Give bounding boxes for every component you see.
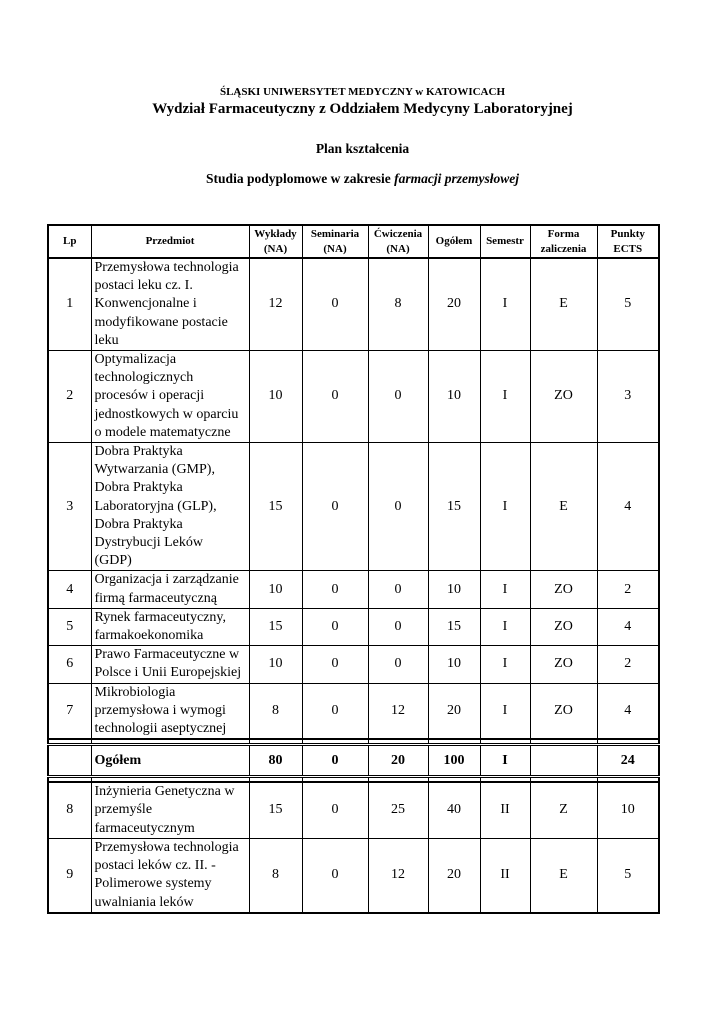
row-form: E xyxy=(530,838,597,912)
subject-line: farmaceutycznym xyxy=(94,820,195,836)
row-lectures: 10 xyxy=(249,646,302,683)
subject-line: o modele matematyczne xyxy=(94,424,231,440)
table-row xyxy=(48,782,659,838)
row-exercises: 8 xyxy=(368,258,428,351)
semester-2-rows xyxy=(48,782,659,912)
row-lp: 7 xyxy=(48,683,91,739)
row-form: Z xyxy=(530,782,597,838)
study-title-field: farmacji przemysłowej xyxy=(394,171,519,186)
row-subject xyxy=(91,683,249,739)
row-lp: 1 xyxy=(48,258,91,351)
col-seminars: Seminaria (NA) xyxy=(302,225,368,258)
row-subject xyxy=(91,838,249,912)
total-exercises: 20 xyxy=(368,745,428,777)
subject-line: Organizacja i zarządzanie xyxy=(94,572,239,588)
row-total: 10 xyxy=(428,646,480,683)
subject-line: modyfikowane postacie xyxy=(94,314,228,330)
row-semester: II xyxy=(480,838,530,912)
row-lp: 5 xyxy=(48,608,91,645)
subject-line: Inżynieria Genetyczna w xyxy=(94,784,235,800)
row-semester: II xyxy=(480,782,530,838)
row-exercises: 25 xyxy=(368,782,428,838)
row-total: 20 xyxy=(428,838,480,912)
university-name: ŚLĄSKI UNIWERSYTET MEDYCZNY w KATOWICACH xyxy=(219,86,506,98)
row-ects: 3 xyxy=(597,351,659,443)
row-exercises: 12 xyxy=(368,838,428,912)
row-ects: 2 xyxy=(597,571,659,608)
row-total: 10 xyxy=(428,571,480,608)
row-semester: I xyxy=(480,258,530,351)
row-ects: 4 xyxy=(597,608,659,645)
subject-line: Konwencjonalne i xyxy=(94,296,197,312)
row-seminars: 0 xyxy=(302,683,368,739)
total-label: Ogółem xyxy=(91,745,249,777)
row-exercises: 0 xyxy=(368,443,428,571)
row-lp: 4 xyxy=(48,571,91,608)
row-lp: 8 xyxy=(48,782,91,838)
row-form: ZO xyxy=(530,571,597,608)
col-ects: Punkty ECTS xyxy=(597,225,659,258)
row-ects: 4 xyxy=(597,443,659,571)
row-form: ZO xyxy=(530,608,597,645)
row-lectures: 15 xyxy=(249,608,302,645)
row-subject xyxy=(91,443,249,571)
subject-line: Laboratoryjna (GLP), xyxy=(94,498,217,514)
row-total: 40 xyxy=(428,782,480,838)
row-lp: 3 xyxy=(48,443,91,571)
row-seminars: 0 xyxy=(302,351,368,443)
table-row xyxy=(48,838,659,912)
subject-line: Mikrobiologia xyxy=(94,684,176,700)
subject-line: Dobra Praktyka xyxy=(94,444,183,460)
subject-line: technologicznych xyxy=(94,370,194,386)
subject-line: firmą farmaceutyczną xyxy=(94,590,217,606)
row-total: 10 xyxy=(428,351,480,443)
row-form: ZO xyxy=(530,646,597,683)
row-lp: 6 xyxy=(48,646,91,683)
subject-line: postaci leków cz. II. - xyxy=(94,858,216,874)
table-row xyxy=(48,258,659,351)
col-lp: Lp xyxy=(48,225,91,258)
col-subject: Przedmiot xyxy=(91,225,249,258)
row-seminars: 0 xyxy=(302,646,368,683)
row-lectures: 15 xyxy=(249,782,302,838)
row-seminars: 0 xyxy=(302,608,368,645)
row-semester: I xyxy=(480,683,530,739)
table-row xyxy=(48,608,659,645)
row-lp: 9 xyxy=(48,838,91,912)
row-semester: I xyxy=(480,443,530,571)
row-ects: 2 xyxy=(597,646,659,683)
table-row xyxy=(48,443,659,571)
subject-line: Optymalizacja xyxy=(94,352,177,368)
col-lectures: Wykłady (NA) xyxy=(249,225,302,258)
row-subject xyxy=(91,351,249,443)
total-semester: I xyxy=(480,745,530,777)
col-form: Forma zaliczenia xyxy=(530,225,597,258)
row-exercises: 0 xyxy=(368,351,428,443)
row-lectures: 10 xyxy=(249,571,302,608)
subject-line: farmakoekonomika xyxy=(94,628,204,644)
subject-line: przemyśle xyxy=(94,802,153,818)
row-form: ZO xyxy=(530,683,597,739)
row-subject xyxy=(91,782,249,838)
row-exercises: 12 xyxy=(368,683,428,739)
subject-line: Rynek farmaceutyczny, xyxy=(94,609,226,625)
row-lectures: 8 xyxy=(249,683,302,739)
subject-line: przemysłowa i wymogi xyxy=(94,702,226,718)
subject-line: Dobra Praktyka xyxy=(94,480,183,496)
row-semester: I xyxy=(480,351,530,443)
subject-line: Wytwarzania (GMP), xyxy=(94,462,215,478)
row-exercises: 0 xyxy=(368,571,428,608)
col-semester: Semestr xyxy=(480,225,530,258)
study-title xyxy=(0,171,725,187)
subject-line: procesów i operacji xyxy=(94,388,205,404)
semester-1-rows xyxy=(48,258,659,739)
total-seminars: 0 xyxy=(302,745,368,777)
row-seminars: 0 xyxy=(302,443,368,571)
total-row xyxy=(48,745,659,777)
subject-line: Przemysłowa technologia xyxy=(94,260,239,275)
col-total: Ogółem xyxy=(428,225,480,258)
subject-line: Polsce i Unii Europejskiej xyxy=(94,665,242,681)
row-total: 15 xyxy=(428,608,480,645)
row-seminars: 0 xyxy=(302,571,368,608)
row-form: E xyxy=(530,258,597,351)
subject-line: uwalniania leków xyxy=(94,894,194,910)
row-subject xyxy=(91,646,249,683)
total-section xyxy=(48,739,659,782)
row-seminars: 0 xyxy=(302,258,368,351)
row-lectures: 15 xyxy=(249,443,302,571)
study-title-prefix: Studia podyplomowe w zakresie xyxy=(206,171,395,186)
table-row xyxy=(48,683,659,739)
total-hours: 100 xyxy=(428,745,480,777)
row-semester: I xyxy=(480,608,530,645)
subject-line: jednostkowych w oparciu xyxy=(94,406,239,422)
row-semester: I xyxy=(480,571,530,608)
row-total: 15 xyxy=(428,443,480,571)
subject-line: leku xyxy=(94,332,119,348)
row-lp: 2 xyxy=(48,351,91,443)
table-row xyxy=(48,351,659,443)
total-lectures: 80 xyxy=(249,745,302,777)
row-lectures: 8 xyxy=(249,838,302,912)
row-ects: 10 xyxy=(597,782,659,838)
subject-line: (GDP) xyxy=(94,553,132,569)
curriculum-table xyxy=(47,224,660,914)
col-exercises: Ćwiczenia (NA) xyxy=(368,225,428,258)
subject-line: postaci leku cz. I. xyxy=(94,278,193,294)
row-semester: I xyxy=(480,646,530,683)
row-lectures: 10 xyxy=(249,351,302,443)
row-exercises: 0 xyxy=(368,646,428,683)
row-seminars: 0 xyxy=(302,782,368,838)
row-ects: 4 xyxy=(597,683,659,739)
subject-line: technologii aseptycznej xyxy=(94,721,227,737)
subject-line: Przemysłowa technologia xyxy=(94,839,239,855)
row-lectures: 12 xyxy=(249,258,302,351)
subject-line: Dystrybucji Leków xyxy=(94,535,203,551)
subject-line: Prawo Farmaceutyczne w xyxy=(94,647,240,663)
row-ects: 5 xyxy=(597,258,659,351)
row-subject xyxy=(91,608,249,645)
table-row xyxy=(48,571,659,608)
subject-line: Polimerowe systemy xyxy=(94,876,212,892)
total-lp xyxy=(48,745,91,777)
faculty-name: Wydział Farmaceutyczny z Oddziałem Medycyny Laboratoryjnej xyxy=(152,101,573,117)
row-total: 20 xyxy=(428,258,480,351)
row-exercises: 0 xyxy=(368,608,428,645)
row-form: E xyxy=(530,443,597,571)
total-form xyxy=(530,745,597,777)
row-total: 20 xyxy=(428,683,480,739)
table-row xyxy=(48,646,659,683)
table-header xyxy=(48,225,659,258)
row-form: ZO xyxy=(530,351,597,443)
row-subject xyxy=(91,258,249,351)
plan-title: Plan kształcenia xyxy=(315,141,410,156)
row-subject xyxy=(91,571,249,608)
row-seminars: 0 xyxy=(302,838,368,912)
total-ects: 24 xyxy=(597,745,659,777)
row-ects: 5 xyxy=(597,838,659,912)
subject-line: Dobra Praktyka xyxy=(94,516,183,532)
